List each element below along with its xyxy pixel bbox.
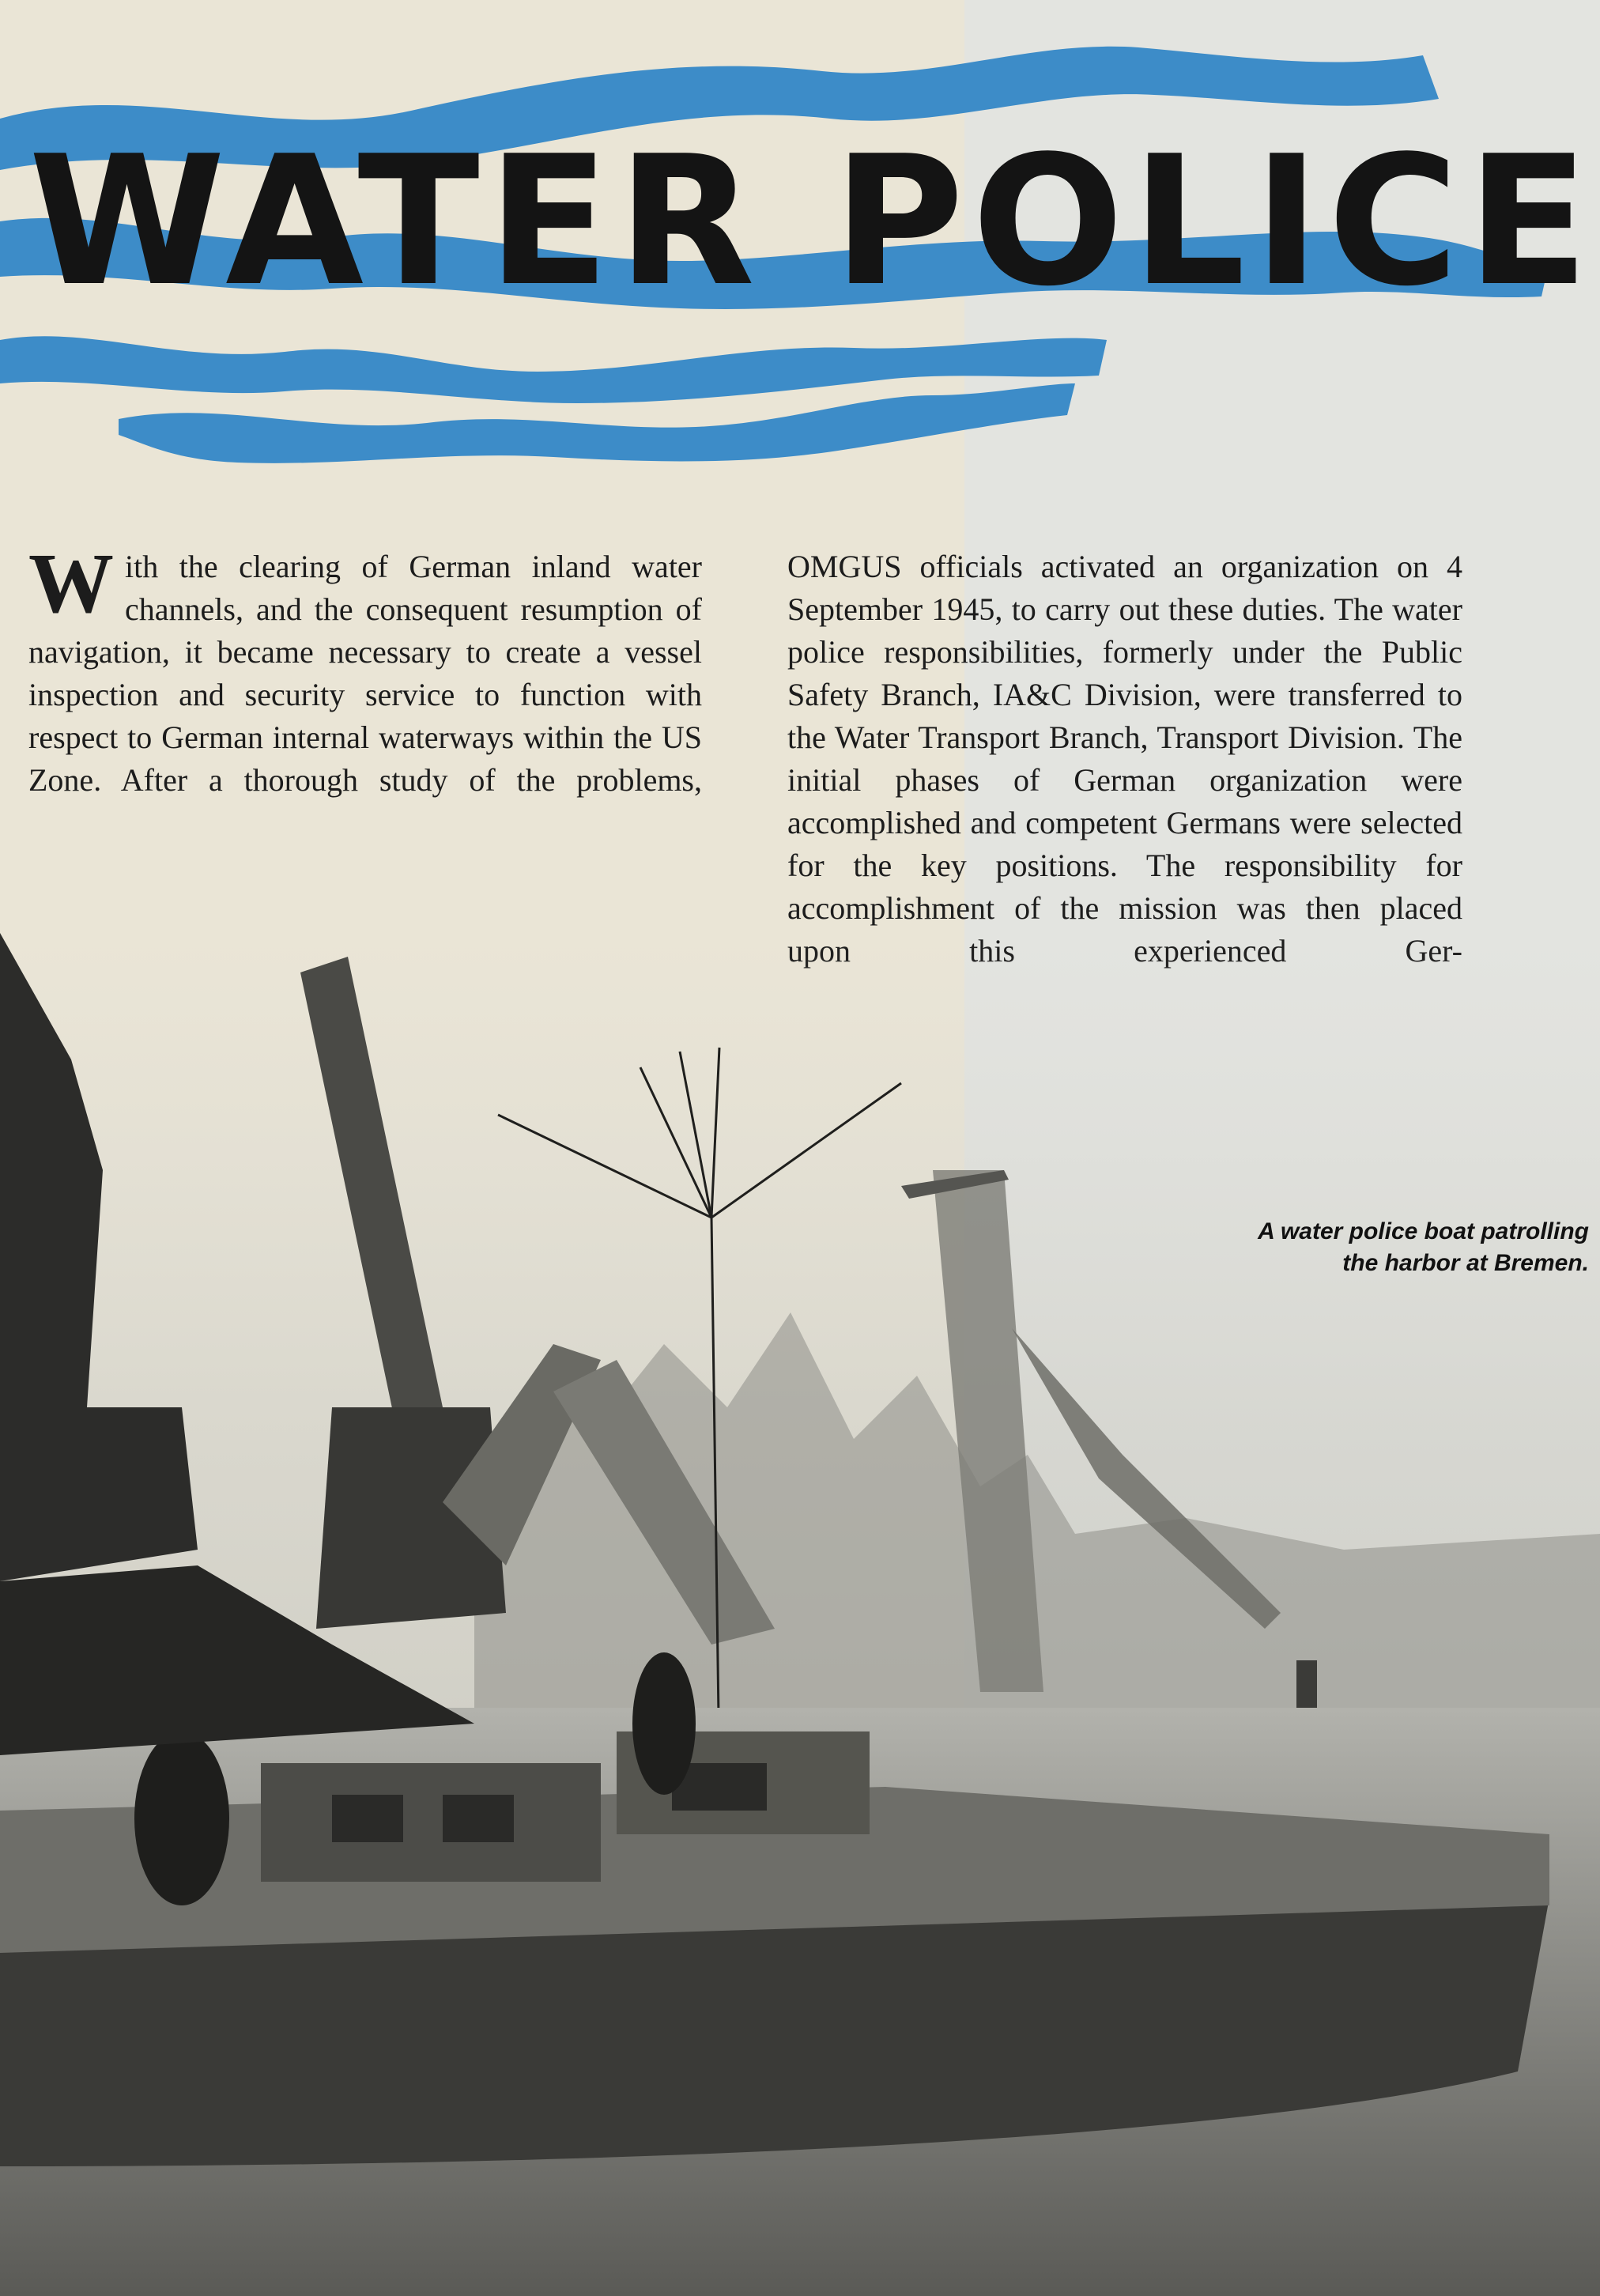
photo-caption: A water police boat patrolling the harbor at Bremen. — [1258, 1218, 1589, 1276]
harbor-photo — [0, 933, 1600, 2296]
body-column-left — [28, 537, 702, 802]
body-text-left: ith the clearing of German inland water channels, and the consequent resumption of navigation, it became necessary to create a vessel inspection and security service to function with respect to German internal waterways within the US Zone. After a thorough study of the problems, — [28, 549, 702, 798]
drop-cap: W — [28, 537, 114, 631]
body-column-right: OMGUS officials activated an organization on 4 September 1945, to carry out these duties. The water police responsibilities, formerly under the Public Safety Branch, IA&C Division, were transferred to the Water Transport Branch, Transport Division. The initial phases of German organization were accomplished and competent Germans were selected for the key positions. The responsibility for accomplishment of the mission was then placed — [787, 549, 1462, 926]
article-title: WATER POLICE — [28, 118, 1597, 326]
